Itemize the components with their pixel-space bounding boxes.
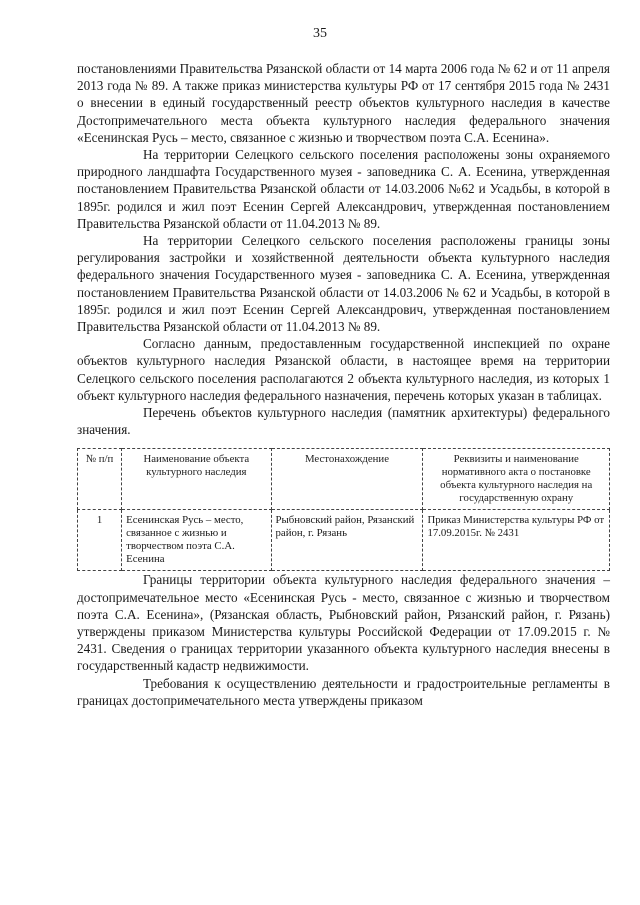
page-number: 35: [313, 26, 327, 41]
table-header-row: [78, 449, 610, 510]
table-caption: Перечень объектов культурного наследия (памятник архитектуры) федерального значения.: [77, 405, 610, 438]
header-number: № п/п: [78, 449, 122, 510]
paragraph-1: постановлениями Правительства Рязанской области от 14 марта 2006 года № 62 и от 11 апреля 2013 года № 89. А также приказ министерства культуры РФ от 17 сентября 2015 года № 2431 о внесении в единый государственный реестр объектов культурного наследия в качестве Достопримечательного места объекта культурного наследия федерального значения «Есенинская Русь – место, связанное с жизнью и творчеством поэта С.А. Есенина».: [77, 61, 610, 145]
cell-requisites: Приказ Министерства культуры РФ от 17.09.2015г. № 2431: [423, 510, 610, 571]
document-body: [77, 60, 610, 709]
cell-number: 1: [78, 510, 122, 571]
paragraph-4: Согласно данным, предоставленным государственной инспекцией по охране объектов культурного наследия Рязанской области, в настоящее время на территории Селецкого сельского поселения располагаются 2 объекта культурного наследия, из которых 1 объект культурного наследия федерального назначения, перечень которых указан в таблицах.: [77, 336, 610, 403]
cell-name: Есенинская Русь – место, связанное с жизнью и творчеством поэта С.А. Есенина: [122, 510, 271, 571]
cell-location: Рыбновский район, Рязанский район, г. Рязань: [271, 510, 423, 571]
header-location: Местонахождение: [271, 449, 423, 510]
paragraph-3: На территории Селецкого сельского поселения расположены границы зоны регулирования застройки и хозяйственной деятельности объекта культурного наследия федерального значения Государственного музея - заповедника С. А. Есенина, утвержденная постановлением Правительства Рязанской области от 14.03.2006 № 62 и Усадьбы, в которой в 1895г. родился и жил поэт Есенин Сергей Александрович, утвержденная постановлением Правительства Рязанской области от 11.04.2013 № 89.: [77, 233, 610, 335]
paragraph-6: Границы территории объекта культурного наследия федерального значения – достопримечательное место «Есенинская Русь - место, связанное с жизнью и творчеством поэта С.А. Есенина», (Рязанская область, Рыбновский район, Рязанский район, г. Рязань) утверждены приказом Министерства культуры Российской Федерации от 17.09.2015 г. № 2431. Сведения о границах территории указанного объекта культурного наследия внесены в государственный кадастр недвижимости.: [77, 572, 610, 674]
paragraph-7: Требования к осуществлению деятельности и градостроительные регламенты в границах достопримечательного места утверждены приказом: [77, 675, 610, 708]
paragraph-2: На территории Селецкого сельского поселения расположены зоны охраняемого природного ландшафта Государственного музея - заповедника С. А. Есенина, утвержденная постановлением Правительства Рязанской области от 14.03.2006 №62 и Усадьбы, в которой в 1895г. родился и жил поэт Есенин Сергей Александрович, утвержденная постановлением Правительства Рязанской области от 11.04.2013 № 89.: [77, 147, 610, 231]
table-row: [78, 510, 610, 571]
header-requisites: Реквизиты и наименование нормативного акта о постановке объекта культурного наследия на государственную охрану: [423, 449, 610, 510]
header-name: Наименование объекта культурного наследия: [122, 449, 271, 510]
heritage-table: [77, 448, 610, 571]
